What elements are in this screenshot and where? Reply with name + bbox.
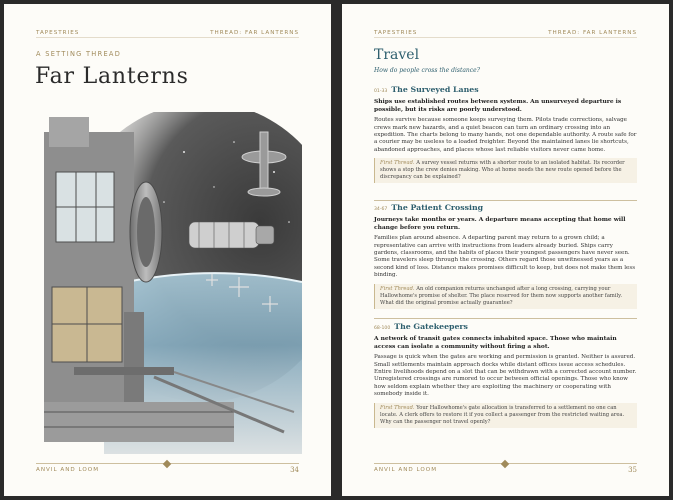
chapter-title: Far Lanterns: [35, 64, 189, 89]
running-head: [36, 24, 299, 36]
right-page: [342, 4, 669, 496]
head-rule: [36, 37, 299, 38]
table-entry: [374, 203, 637, 309]
left-page: [4, 4, 331, 496]
running-head-book: TAPESTRIES: [374, 30, 418, 36]
entry-lead: Ships use established routes between systems. An unsurveyed departure is possible, but its risks are poorly understood.: [374, 98, 622, 113]
table-entry: [374, 322, 637, 428]
entry-heading: [374, 203, 637, 212]
first-thread-box: [374, 158, 637, 183]
thread-text: A survey vessel returns with a shorter route to an isolated habitat. Its recorder shows a stop the crew denies making. Who at home needs the new route opened before the discrepancy can be explained?: [380, 160, 625, 181]
cargo-ship: [189, 222, 274, 248]
entry-range: 01-33: [374, 89, 388, 94]
entry-heading: [374, 85, 637, 94]
entry-heading: [374, 322, 637, 331]
section-title: Travel: [374, 47, 420, 63]
thread-label: First Thread.: [380, 404, 415, 411]
thread-text: An old companion returns unchanged after a long crossing, carrying your Hallowhome's promise of shelter. The place reserved for them now supports another family. What did the original promise actually guarantee?: [380, 285, 623, 306]
footer-publisher: ANVIL AND LOOM: [374, 467, 438, 473]
chapter-kicker: A SETTING THREAD: [36, 50, 122, 58]
first-thread-box: [374, 403, 637, 428]
footer-publisher: ANVIL AND LOOM: [36, 467, 100, 473]
entry-body: Families plan around absence. A departing parent may return to a grown child; a representative can arrive with instructions from leaders already buried. Ships carry gardens, classrooms, and the habits of places their youngest passengers have never seen. Some travelers sleep through the crossing. Others regard those unwitnessed years as a second kind of loss. Distance makes promises difficult to keep, but does not make them less binding.: [374, 235, 636, 279]
page-number: 35: [628, 466, 637, 474]
running-head-chapter: THREAD: FAR LANTERNS: [210, 30, 299, 36]
entry-body: Passage is quick when the gates are working and permission is granted. Neither is assured. Small settlements maintain approach docks while distant offices issue access schedules. Entire livelihoods depend on a slot that can be withdrawn with a corrected account number. Unregistered crossings are rumored to occur between official openings. Those who know how seldom explain whether they are exploiting the machinery or cooperating with somebody inside it.: [374, 354, 637, 398]
entry-lead: Journeys take months or years. A departure means accepting that home will change before you return.: [374, 216, 626, 231]
section-question: How do people cross the distance?: [374, 67, 480, 74]
entry-title: The Gatekeepers: [394, 322, 468, 331]
page-number: 34: [290, 466, 299, 474]
running-head-chapter: THREAD: FAR LANTERNS: [548, 30, 637, 36]
entry-divider: [374, 318, 637, 319]
entry-range: 68-100: [374, 326, 391, 331]
thread-label: First Thread.: [380, 160, 415, 167]
running-foot: [36, 464, 299, 476]
entry-divider: [374, 200, 637, 201]
thread-label: First Thread.: [380, 285, 415, 292]
entry-title: The Patient Crossing: [391, 203, 484, 212]
head-rule: [374, 37, 637, 38]
entry-lead: A network of transit gates connects inhabited space. Those who maintain access can isolate a community without firing a shot.: [374, 335, 617, 350]
running-head: [374, 24, 637, 36]
thread-text: Your Hallowhome's gate allocation is transferred to a settlement no one can locate. A clerk offers to restore it if you collect a passenger from the restricted waiting area. Why can the passenger not travel openly?: [380, 404, 625, 425]
entry-range: 34-67: [374, 207, 388, 212]
table-entry: [374, 85, 637, 183]
space-station-illustration: [34, 112, 302, 454]
entry-title: The Surveyed Lanes: [391, 85, 479, 94]
first-thread-box: [374, 284, 637, 309]
running-head-book: TAPESTRIES: [36, 30, 80, 36]
entry-body: Routes survive because someone keeps surveying them. Pilots trade corrections, salvage crews mark new hazards, and a quiet beacon can turn an ordinary crossing into an expedition. The charts belong to many hands, not one dependable authority. A route safe for a courier may be useless to a loaded freighter. Beyond the maintained lanes lie shortcuts, abandoned approaches, and places whose last reliable visitors never came home.: [374, 117, 637, 153]
running-foot: [374, 464, 637, 476]
